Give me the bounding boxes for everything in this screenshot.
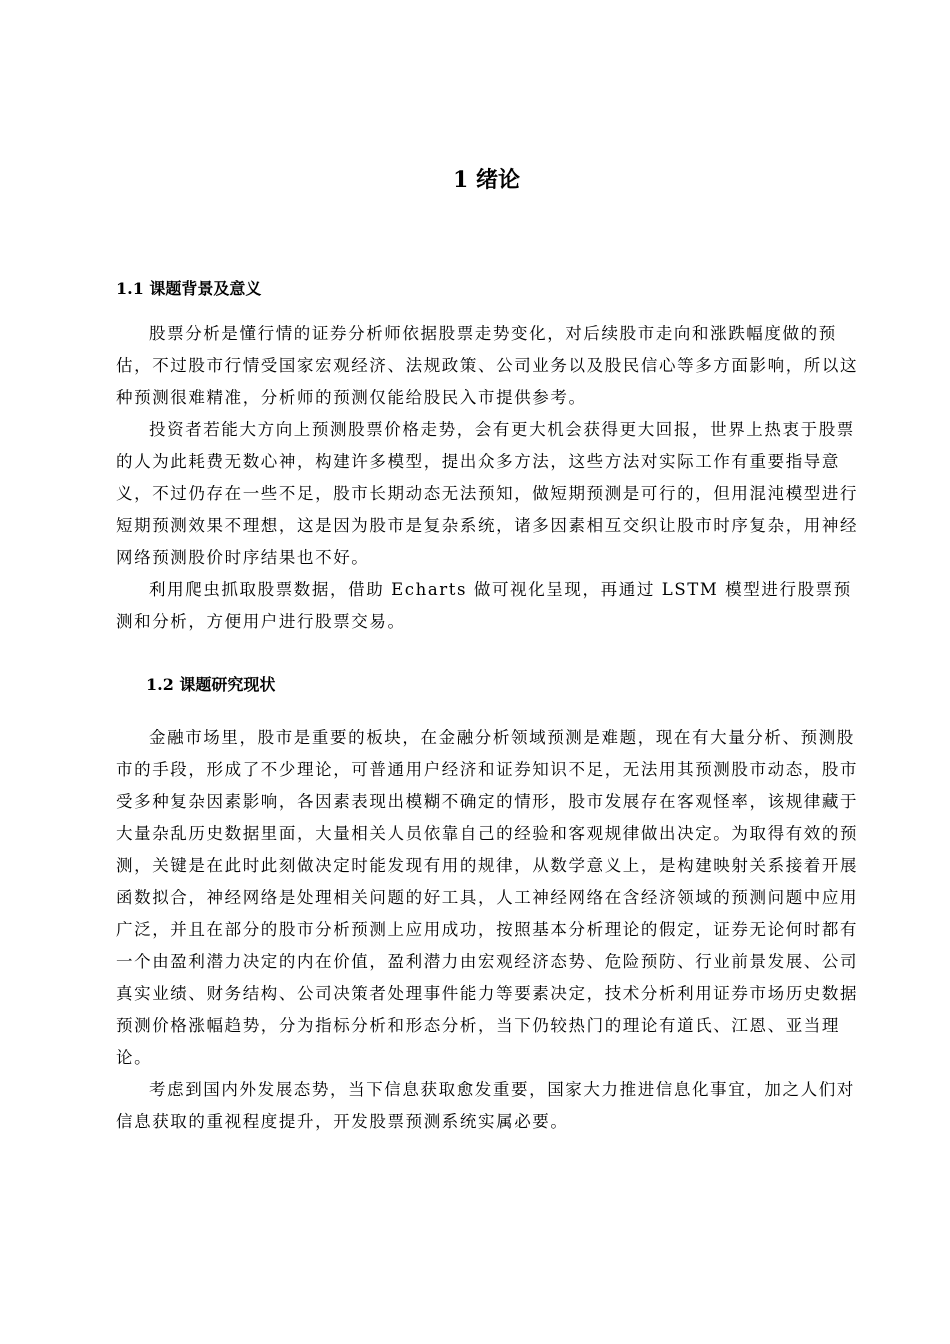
section-body-research-status <box>116 722 862 1138</box>
paragraph: 金融市场里，股市是重要的板块，在金融分析领域预测是难题，现在有大量分析、预测股市的手段，形成了不少理论，可普通用户经济和证券知识不足，无法用其预测股市动态，股市受多种复杂因素影响，各因素表现出模糊不确定的情形，股市发展存在客观怪率，该规律藏于大量杂乱历史数据里面，大量相关人员依靠自己的经验和客观规律做出决定。为取得有效的预测，关键是在此时此刻做决定时能发现有用的规律，从数学意义上，是构建映射关系接着开展函数拟合，神经网络是处理相关问题的好工具，人工神经网络在含经济领域的预测问题中应用广泛，并且在部分的股市分析预测上应用成功，按照基本分析理论的假定，证券无论何时都有一个由盈利潜力决定的内在价值，盈利潜力由宏观经济态势、危险预防、行业前景发展、公司真实业绩、财务结构、公司决策者处理事件能力等要素决定，技术分析利用证券市场历史数据预测价格涨幅趋势，分为指标分析和形态分析，当下仍较热门的理论有道氏、江恩、亚当理论。 <box>116 728 859 1067</box>
paragraph: 投资者若能大方向上预测股票价格走势，会有更大机会获得更大回报，世界上热衷于股票的人为此耗费无数心神，构建许多模型，提出众多方法，这些方法对实际工作有重要指导意义，不过仍存在一些不足，股市长期动态无法预知，做短期预测是可行的，但用混沌模型进行短期预测效果不理想，这是因为股市是复杂系统，诸多因素相互交织让股市时序复杂，用神经网络预测股价时序结果也不好。 <box>116 420 859 567</box>
paragraph: 股票分析是懂行情的证券分析师依据股票走势变化，对后续股市走向和涨跌幅度做的预估，不过股市行情受国家宏观经济、法规政策、公司业务以及股民信心等多方面影响，所以这种预测很难精准，分析师的预测仅能给股民入市提供参考。 <box>116 324 859 407</box>
chapter-title: 1 绪论 <box>453 167 520 193</box>
paragraph: 考虑到国内外发展态势，当下信息获取愈发重要，国家大力推进信息化事宜，加之人们对信息获取的重视程度提升，开发股票预测系统实属必要。 <box>116 1080 855 1131</box>
section-heading-research-status: 1.2 课题研究现状 <box>146 675 276 694</box>
paragraph: 利用爬虫抓取股票数据，借助 Echarts 做可视化呈现，再通过 LSTM 模型进行股票预测和分析，方便用户进行股票交易。 <box>116 580 852 631</box>
section-body-background <box>116 318 862 638</box>
section-heading-background: 1.1 课题背景及意义 <box>116 279 262 298</box>
